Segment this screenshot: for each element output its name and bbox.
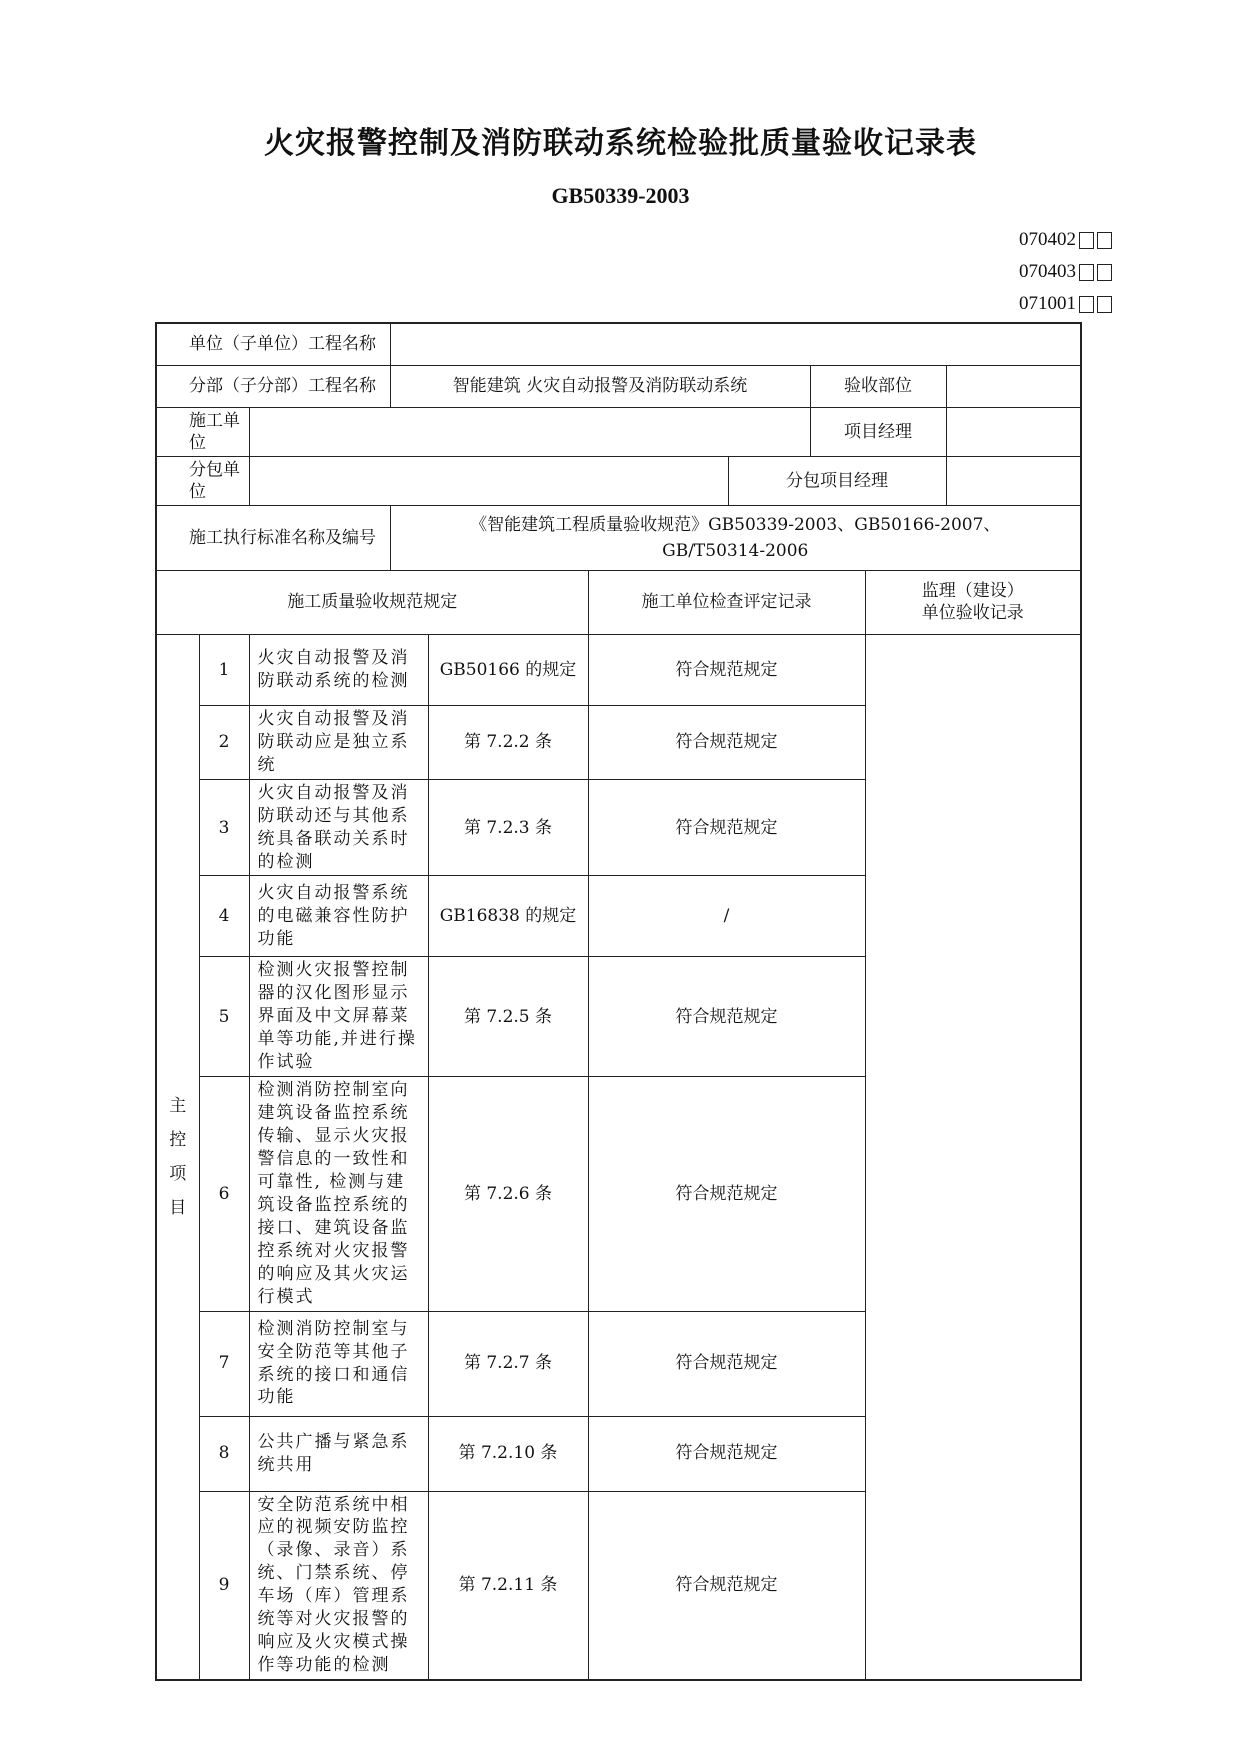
item-description: 公共广播与紧急系统共用 bbox=[249, 1416, 428, 1491]
standard-code: GB50339-2003 bbox=[551, 183, 690, 208]
item-result[interactable]: / bbox=[588, 876, 865, 957]
exec-standard-line: GB/T50314-2006 bbox=[662, 540, 809, 561]
subcontractor-value[interactable] bbox=[249, 456, 728, 505]
item-description: 火灾自动报警及消防联动还与其他系统具备联动关系时的检测 bbox=[249, 779, 428, 876]
item-number: 9 bbox=[199, 1491, 249, 1680]
item-number: 4 bbox=[199, 876, 249, 957]
item-reference: GB16838 的规定 bbox=[428, 876, 588, 957]
supervisor-record[interactable] bbox=[865, 634, 1081, 1680]
category-char: 项 bbox=[169, 1163, 187, 1184]
subcontractor-label: 分包单位 bbox=[156, 456, 249, 505]
item-reference: 第 7.2.11 条 bbox=[428, 1491, 588, 1680]
form-codes bbox=[960, 224, 1112, 320]
table-row bbox=[156, 634, 1081, 705]
item-number: 6 bbox=[199, 1077, 249, 1311]
project-manager-value[interactable] bbox=[946, 407, 1081, 456]
item-reference: 第 7.2.10 条 bbox=[428, 1416, 588, 1491]
spec-column-header: 施工质量验收规范规定 bbox=[156, 570, 588, 634]
form-code-line bbox=[960, 256, 1112, 288]
item-description: 火灾自动报警及消防联动应是独立系统 bbox=[249, 705, 428, 779]
item-number: 2 bbox=[199, 705, 249, 779]
exec-standard-label: 施工执行标准名称及编号 bbox=[156, 505, 390, 570]
category-char: 目 bbox=[169, 1197, 187, 1218]
item-result[interactable]: 符合规范规定 bbox=[588, 1491, 865, 1680]
form-code-line bbox=[960, 224, 1112, 256]
checkbox-icon[interactable] bbox=[1079, 296, 1094, 313]
category-label bbox=[156, 634, 199, 1680]
subproject-label: 分部（子分部）工程名称 bbox=[156, 365, 390, 407]
item-result[interactable]: 符合规范规定 bbox=[588, 1416, 865, 1491]
item-number: 3 bbox=[199, 779, 249, 876]
exec-standard-line: 《智能建筑工程质量验收规范》GB50339-2003、GB50166-2007、 bbox=[470, 514, 1001, 535]
supervisor-header-line: 单位验收记录 bbox=[921, 603, 1024, 624]
supervisor-header-line: 监理（建设） bbox=[921, 581, 1024, 602]
subproject-value: 智能建筑 火灾自动报警及消防联动系统 bbox=[390, 365, 810, 407]
supervisor-column-header bbox=[865, 570, 1081, 634]
item-reference: 第 7.2.2 条 bbox=[428, 705, 588, 779]
item-reference: GB50166 的规定 bbox=[428, 634, 588, 705]
item-description: 检测消防控制室与安全防范等其他子系统的接口和通信功能 bbox=[249, 1311, 428, 1416]
item-number: 8 bbox=[199, 1416, 249, 1491]
form-code: 070403 bbox=[1019, 261, 1076, 282]
sub-pm-label: 分包项目经理 bbox=[728, 456, 946, 505]
item-number: 7 bbox=[199, 1311, 249, 1416]
item-result[interactable]: 符合规范规定 bbox=[588, 779, 865, 876]
item-result[interactable]: 符合规范规定 bbox=[588, 634, 865, 705]
exec-standard-value bbox=[390, 505, 1081, 570]
form-code: 070402 bbox=[1019, 229, 1076, 250]
form-code: 071001 bbox=[1019, 293, 1076, 314]
item-description: 火灾自动报警系统的电磁兼容性防护功能 bbox=[249, 876, 428, 957]
item-reference: 第 7.2.5 条 bbox=[428, 957, 588, 1077]
item-result[interactable]: 符合规范规定 bbox=[588, 1311, 865, 1416]
acceptance-part-value[interactable] bbox=[946, 365, 1081, 407]
item-result[interactable]: 符合规范规定 bbox=[588, 957, 865, 1077]
item-description: 安全防范系统中相应的视频安防监控（录像、录音）系统、门禁系统、停车场（库）管理系统等对火灾报警的响应及火灾模式操作等功能的检测 bbox=[249, 1491, 428, 1680]
item-result[interactable]: 符合规范规定 bbox=[588, 1077, 865, 1311]
contractor-check-column-header: 施工单位检查评定记录 bbox=[588, 570, 865, 634]
project-name-label: 单位（子单位）工程名称 bbox=[156, 323, 390, 365]
acceptance-part-label: 验收部位 bbox=[810, 365, 946, 407]
item-description: 检测火灾报警控制器的汉化图形显示界面及中文屏幕菜单等功能,并进行操作试验 bbox=[249, 957, 428, 1077]
form-code-line bbox=[960, 288, 1112, 320]
checkbox-icon[interactable] bbox=[1097, 232, 1112, 249]
page-title: 火灾报警控制及消防联动系统检验批质量验收记录表 bbox=[264, 126, 977, 161]
acceptance-table bbox=[155, 322, 1082, 1681]
item-number: 5 bbox=[199, 957, 249, 1077]
item-number: 1 bbox=[199, 634, 249, 705]
item-description: 检测消防控制室向建筑设备监控系统传输、显示火灾报警信息的一致性和可靠性, 检测与建筑设备监控系统的接口、建筑设备监控系统对火灾报警的响应及其火灾运行模式 bbox=[249, 1077, 428, 1311]
checkbox-icon[interactable] bbox=[1079, 232, 1094, 249]
checkbox-icon[interactable] bbox=[1097, 264, 1112, 281]
contractor-label: 施工单位 bbox=[156, 407, 249, 456]
category-char: 主 bbox=[169, 1095, 187, 1116]
project-manager-label: 项目经理 bbox=[810, 407, 946, 456]
category-char: 控 bbox=[169, 1129, 187, 1150]
sub-pm-value[interactable] bbox=[946, 456, 1081, 505]
item-result[interactable]: 符合规范规定 bbox=[588, 705, 865, 779]
checkbox-icon[interactable] bbox=[1097, 296, 1112, 313]
item-reference: 第 7.2.6 条 bbox=[428, 1077, 588, 1311]
item-reference: 第 7.2.7 条 bbox=[428, 1311, 588, 1416]
contractor-value[interactable] bbox=[249, 407, 810, 456]
checkbox-icon[interactable] bbox=[1079, 264, 1094, 281]
item-description: 火灾自动报警及消防联动系统的检测 bbox=[249, 634, 428, 705]
project-name-value[interactable] bbox=[390, 323, 1081, 365]
item-reference: 第 7.2.3 条 bbox=[428, 779, 588, 876]
